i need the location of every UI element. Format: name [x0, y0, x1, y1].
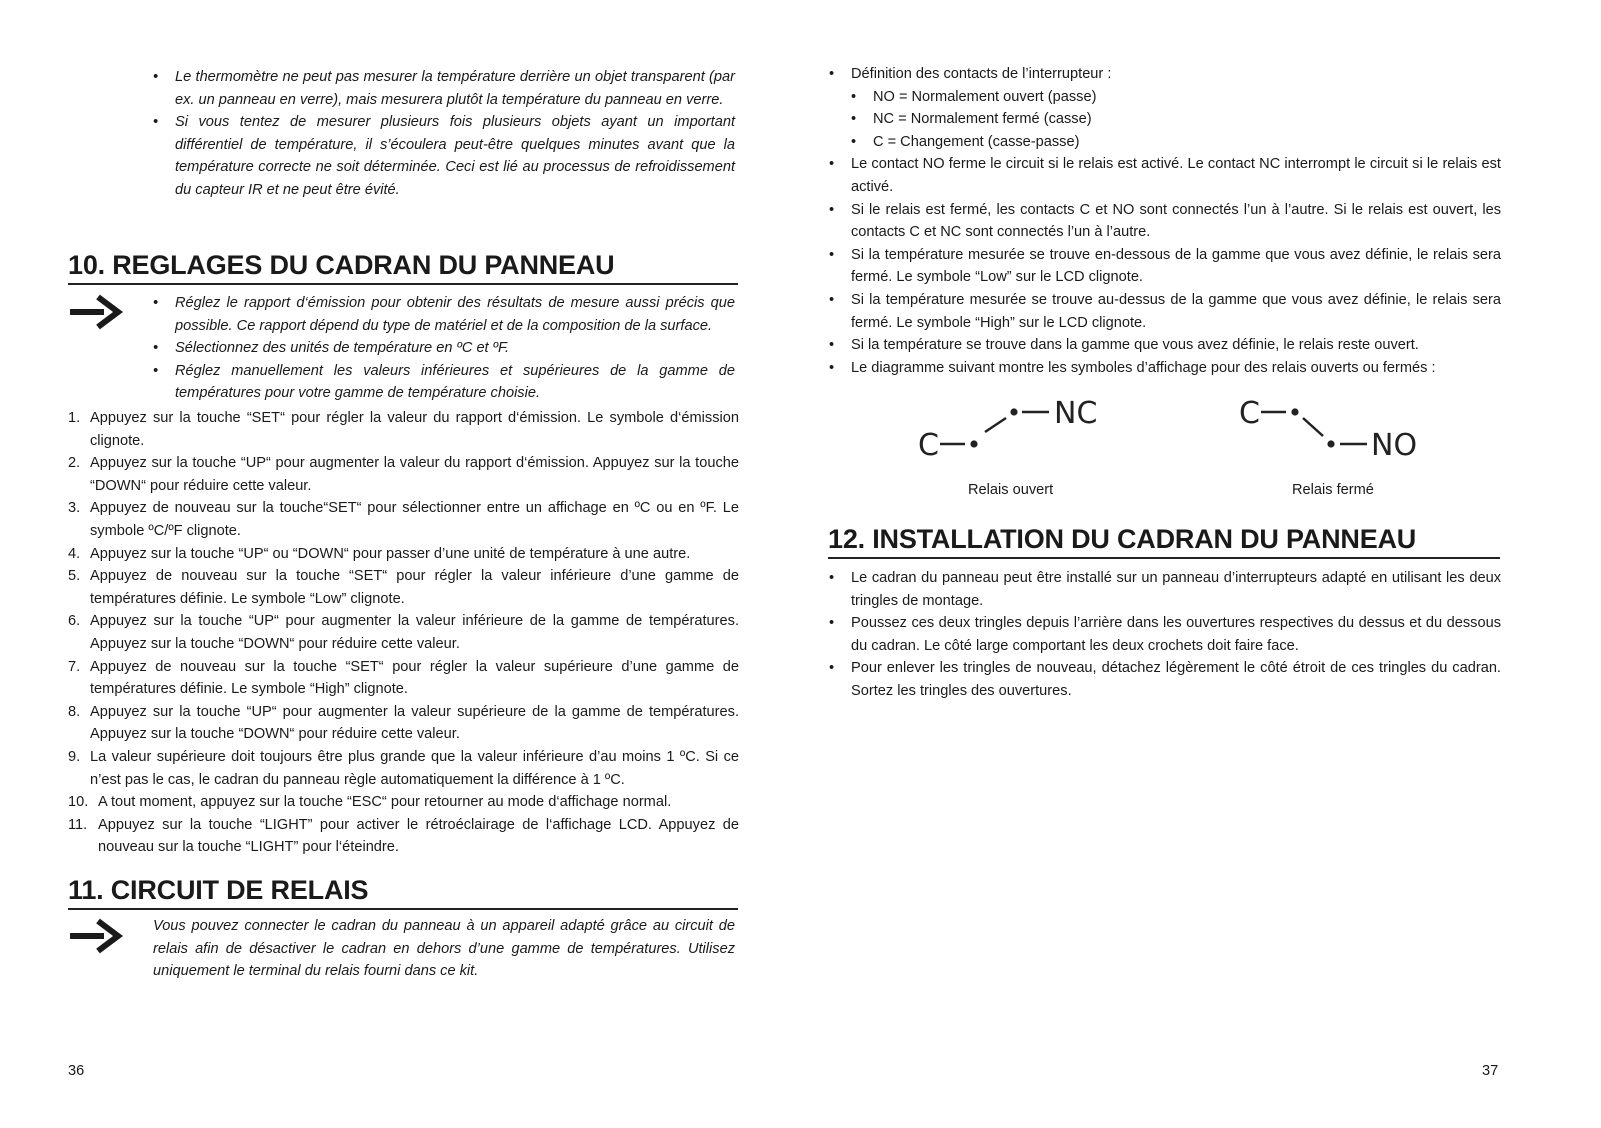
relay-closed-diagram: [1239, 392, 1439, 467]
step-text: A tout moment, appuyez sur la touche “ESC“ pour retourner au mode d‘affichage normal.: [98, 794, 672, 811]
step-number: 10.: [68, 794, 89, 811]
step-number: 9.: [68, 748, 81, 765]
step-text: Appuyez sur la touche “UP“ ou “DOWN“ pour passer d’une unité de température à une autre.: [90, 545, 691, 562]
contacts-definition: [851, 63, 1501, 379]
step-item: [68, 656, 739, 701]
step-text: Appuyez sur la touche “LIGHT” pour activer le rétroéclairage de l‘affichage LCD. Appuyez de nouveau sur la touche “LIGHT” pour l‘éteindre.: [98, 816, 739, 856]
contact-item: • NC = Normalement fermé (casse): [873, 108, 1501, 131]
section-12-title: 12. INSTALLATION DU CADRAN DU PANNEAU: [828, 522, 1500, 559]
note-item: • Réglez manuellement les valeurs inférieures et supérieures de la gamme de températures pour votre gamme de température choisie.: [175, 360, 735, 405]
step-item: [68, 543, 739, 566]
step-number: 6.: [68, 613, 81, 630]
step-number: 5.: [68, 568, 81, 585]
arrow-right-icon: [68, 292, 128, 332]
note-item: • Sélectionnez des unités de température en ºC et ºF.: [175, 337, 735, 360]
relay-bullet: • Si le relais est fermé, les contacts C et NO sont connectés l’un à l’autre. Si le relais est ouvert, les contacts C et NC sont connectés l’un à l’autre.: [851, 199, 1501, 244]
step-item: [68, 565, 739, 610]
intro-bullets: [175, 66, 735, 202]
right-page: [828, 0, 1541, 1128]
step-text: Appuyez sur la touche “UP“ pour augmenter la valeur supérieure de la gamme de températures. Appuyez sur la touche “DOWN“ pour réduire cette valeur.: [90, 703, 739, 743]
section-10-title: 10. REGLAGES DU CADRAN DU PANNEAU: [68, 248, 738, 285]
contacts-list: [851, 86, 1501, 154]
intro-bullet: • Si vous tentez de mesurer plusieurs fois plusieurs objets ayant un important différentiel de température, il s’écoulera peut-être quelques minutes avant que la température correcte ne soit déterminée. Ceci est lié au processus de refroidissement du capteur IR et ne peut être évité.: [175, 111, 735, 201]
step-text: Appuyez de nouveau sur la touche “SET“ pour régler la valeur supérieure d’une gamme de températures définie. Le symbole “High” clignote.: [90, 658, 739, 698]
relay-bullet: • Si la température se trouve dans la gamme que vous avez définie, le relais reste ouvert.: [851, 334, 1501, 357]
step-number: 1.: [68, 410, 81, 426]
relay-closed-caption: Relais fermé: [1292, 482, 1374, 498]
contact-no-label: NO: [1371, 428, 1418, 463]
relay-bullet: • Le contact NO ferme le circuit si le relais est activé. Le contact NC interrompt le circuit si le relais est activé.: [851, 153, 1501, 198]
contact-c-label: C: [918, 428, 939, 463]
step-number: 7.: [68, 658, 81, 675]
page-number: 36: [68, 1063, 85, 1079]
relay-open-diagram: [918, 392, 1108, 467]
relay-bullet: • Si la température mesurée se trouve en-dessous de la gamme que vous avez définie, le relais sera fermé. Le symbole “Low” sur le LCD clignote.: [851, 244, 1501, 289]
step-number: 4.: [68, 545, 81, 562]
section-10-steps: [68, 407, 739, 859]
note-item: • Réglez le rapport d‘émission pour obtenir des résultats de mesure aussi précis que possible. Ce rapport dépend du type de matériel et de la composition de la surface.: [175, 292, 735, 337]
relay-bullet: • Le diagramme suivant montre les symboles d’affichage pour des relais ouverts ou fermés :: [851, 357, 1501, 380]
install-bullet: • Le cadran du panneau peut être installé sur un panneau d’interrupteurs adapté en utilisant les deux tringles de montage.: [851, 567, 1501, 612]
section-11-note: Vous pouvez connecter le cadran du panneau à un appareil adapté grâce au circuit de relais afin de désactiver le cadran en dehors d’une gamme de températures. Utilisez uniquement le terminal du relais fourni dans ce kit.: [153, 918, 735, 980]
contact-nc-label: NC: [1054, 396, 1098, 431]
step-text: Appuyez sur la touche “UP“ pour augmenter la valeur du rapport d‘émission. Appuyez sur la touche “DOWN“ pour réduire cette valeur.: [90, 455, 739, 494]
section-10-notes: [175, 292, 735, 405]
relay-open-caption: Relais ouvert: [968, 482, 1054, 498]
step-item: [68, 791, 739, 814]
step-text: Appuyez de nouveau sur la touche “SET“ pour régler la valeur inférieure d’une gamme de températures définie. Le symbole “Low” clignote.: [90, 568, 739, 607]
step-text: Appuyez sur la touche “SET“ pour régler la valeur du rapport d‘émission. Le symbole d‘émission clignote.: [90, 410, 739, 449]
step-number: 8.: [68, 703, 81, 720]
section-12-bullets: [851, 567, 1501, 703]
left-page: [68, 0, 760, 1128]
step-item: [68, 497, 739, 542]
step-text: Appuyez de nouveau sur la touche“SET“ pour sélectionner entre un affichage en ºC ou en ºF. Le symbole ºC/ºF clignote.: [90, 500, 739, 539]
contacts-intro: [851, 63, 1501, 153]
contact-item: • NO = Normalement ouvert (passe): [873, 86, 1501, 109]
install-bullet: • Poussez ces deux tringles depuis l’arrière dans les ouvertures respectives du dessus et du dessous du cadran. Le côté large comportant les deux crochets doit faire face.: [851, 612, 1501, 657]
relay-bullet: • Si la température mesurée se trouve au-dessus de la gamme que vous avez définie, le relais sera fermé. Le symbole “High” sur le LCD clignote.: [851, 289, 1501, 334]
step-number: 11.: [68, 816, 88, 833]
step-item: [68, 701, 739, 746]
contacts-intro-text: Définition des contacts de l’interrupteur :: [851, 66, 1112, 82]
step-item: [68, 407, 739, 452]
step-item: [68, 746, 739, 791]
step-text: Appuyez sur la touche “UP“ pour augmenter la valeur inférieure de la gamme de températures. Appuyez sur la touche “DOWN“ pour réduire cette valeur.: [90, 613, 739, 652]
install-bullet: • Pour enlever les tringles de nouveau, détachez légèrement le côté étroit de ces tringles du cadran. Sortez les tringles des ouvertures.: [851, 657, 1501, 702]
arrow-right-icon: [68, 916, 128, 956]
page-number: 37: [1482, 1063, 1499, 1079]
contact-item: • C = Changement (casse-passe): [873, 131, 1501, 154]
step-item: [68, 814, 739, 859]
step-text: La valeur supérieure doit toujours être plus grande que la valeur inférieure d’au moins 1 ºC. Si ce n’est pas le cas, le cadran du panneau règle automatiquement la différence à 1 ºC.: [90, 748, 739, 788]
step-number: 3.: [68, 500, 81, 517]
intro-bullet: • Le thermomètre ne peut pas mesurer la température derrière un objet transparent (par ex. un panneau en verre), mais mesurera plutôt la température du panneau en verre.: [175, 66, 735, 111]
contact-c-label: C: [1239, 396, 1260, 431]
step-number: 2.: [68, 455, 81, 472]
section-11-title: 11. CIRCUIT DE RELAIS: [68, 873, 738, 910]
step-item: [68, 610, 739, 655]
step-item: [68, 452, 739, 497]
